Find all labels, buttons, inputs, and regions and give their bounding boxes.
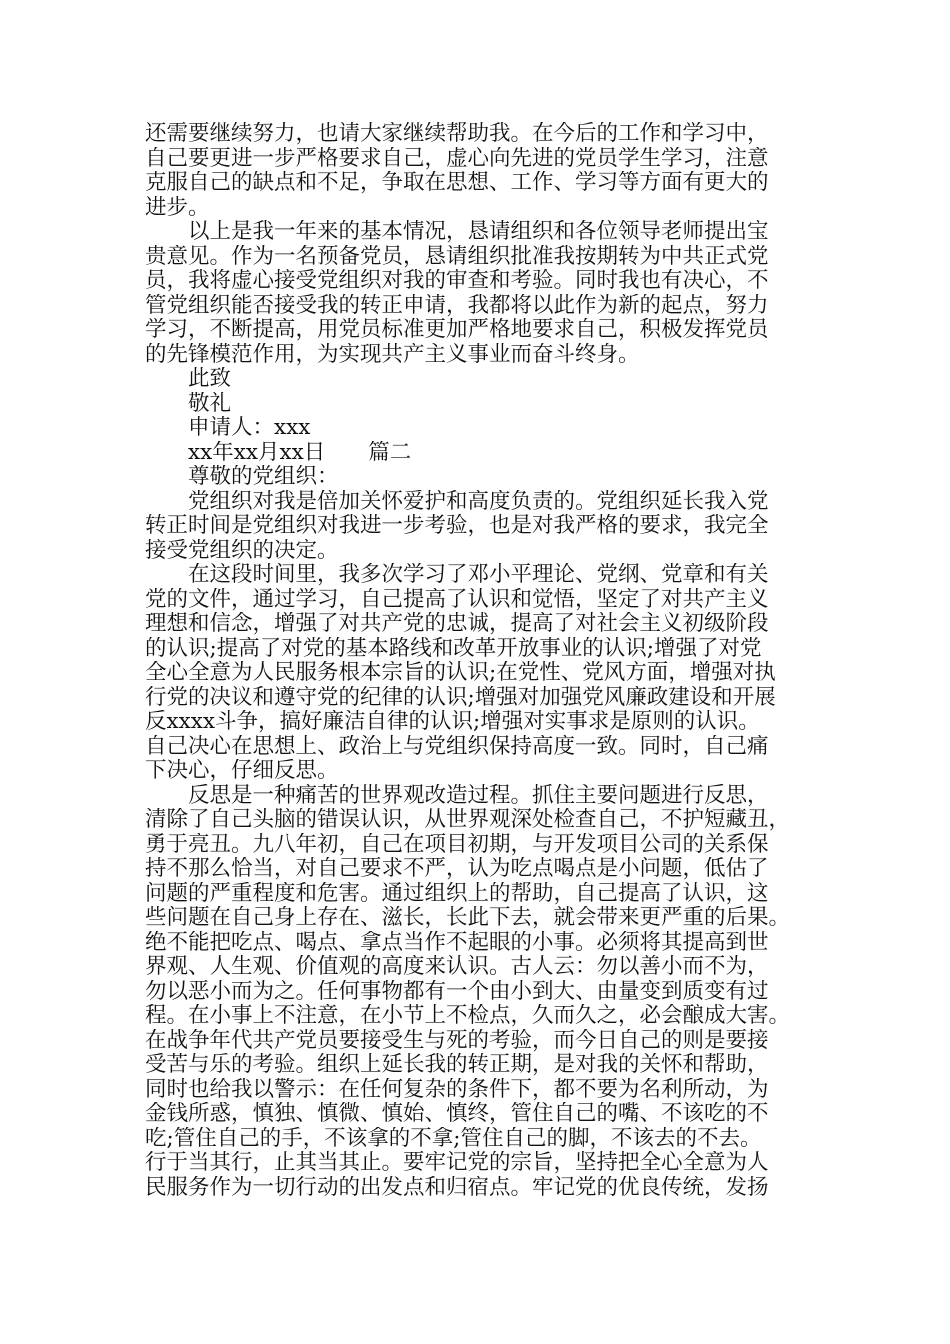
text-line: 行于当其行，止其当其止。要牢记党的宗旨，坚持把全心全意为人	[145, 1151, 769, 1175]
text-line: 管党组织能否接受我的转正申请，我都将以此作为新的起点，努力	[145, 293, 769, 318]
text-line: 在这段时间里，我多次学习了邓小平理论、党纲、党章和有关	[188, 563, 769, 587]
text-line: 还需要继续努力，也请大家继续帮助我。在今后的工作和学习中，	[145, 122, 769, 146]
text-line: 受苦与乐的考验。组织上延长我的转正期，是对我的关怀和帮助，	[145, 1053, 769, 1077]
text-line: 转正时间是党组织对我进一步考验，也是对我严格的要求，我完全	[145, 514, 769, 538]
document-page	[145, 122, 820, 1200]
text-line: 下决心，仔细反思。	[145, 759, 339, 783]
text-line: 行党的决议和遵守党的纪律的认识;增强对加强党风廉政建设和开展	[145, 685, 776, 710]
text-line: 勿以恶小而为之。任何事物都有一个由小到大、由量变到质变有过	[145, 979, 769, 1004]
text-line: 同时也给我以警示：在任何复杂的条件下，都不要为名利所动，为	[145, 1077, 769, 1102]
text-line: 自己要更进一步严格要求自己，虚心向先进的党员学生学习，注意	[145, 146, 769, 171]
text-line: 在战争年代共产党员要接受生与死的考验，而今日自己的则是要接	[145, 1028, 769, 1053]
text-line: 持不那么恰当，对自己要求不严，认为吃点喝点是小问题，低估了	[145, 857, 769, 881]
text-line: 的先锋模范作用，为实现共产主义事业而奋斗终身。	[145, 342, 640, 367]
text-line: 克服自己的缺点和不足，争取在思想、工作、学习等方面有更大的	[145, 171, 769, 195]
text-line: 问题的严重程度和危害。通过组织上的帮助，自己提高了认识，这	[145, 881, 769, 906]
text-line: 尊敬的党组织：	[188, 465, 339, 489]
text-line: 民服务作为一切行动的出发点和归宿点。牢记党的优良传统，发扬	[145, 1175, 769, 1200]
text-line: 党组织对我是倍加关怀爱护和高度负责的。党组织延长我入党	[188, 489, 769, 514]
text-line: 员，我将虚心接受党组织对我的审查和考验。同时我也有决心，不	[145, 269, 769, 293]
text-line: 贵意见。作为一名预备党员，恳请组织批准我按期转为中共正式党	[145, 244, 769, 269]
text-line: 吃;管住自己的手，不该拿的不拿;管住自己的脚，不该去的不去。	[145, 1126, 762, 1151]
text-line: 全心全意为人民服务根本宗旨的认识;在党性、党风方面，增强对执	[145, 661, 776, 685]
text-line: 反思是一种痛苦的世界观改造过程。抓住主要问题进行反思，	[188, 783, 769, 808]
text-line: 申请人：xxx	[188, 416, 311, 440]
text-line: 党的文件，通过学习，自己提高了认识和觉悟，坚定了对共产主义	[145, 587, 769, 612]
text-line: 进步。	[145, 195, 210, 220]
text-line: 反xxxx斗争，搞好廉洁自律的认识;增强对实事求是原则的认识。	[145, 710, 760, 734]
text-line: 些问题在自己身上存在、滋长，长此下去，就会带来更严重的后果。	[145, 906, 791, 930]
text-line: 绝不能把吃点、喝点、拿点当作不起眼的小事。必须将其提高到世	[145, 930, 769, 955]
text-line: 程。在小事上不注意，在小节上不检点，久而久之，必会酿成大害。	[145, 1004, 791, 1028]
text-line: 勇于亮丑。九八年初，自己在项目初期，与开发项目公司的关系保	[145, 832, 769, 857]
text-line: 理想和信念，增强了对共产党的忠诚，提高了对社会主义初级阶段	[145, 612, 769, 636]
text-line: 此致	[188, 367, 232, 391]
text-line: 自己决心在思想上、政治上与党组织保持高度一致。同时，自己痛	[145, 734, 769, 759]
text-line: 界观、人生观、价值观的高度来认识。古人云：勿以善小而不为，	[145, 955, 769, 979]
text-line: 敬礼	[188, 391, 232, 416]
text-line: 学习，不断提高，用党员标准更加严格地要求自己，积极发挥党员	[145, 318, 769, 342]
text-line: 以上是我一年来的基本情况，恳请组织和各位领导老师提出宝	[188, 220, 769, 244]
text-line: xx年xx月xx日 篇二	[188, 440, 412, 465]
text-line: 的认识;提高了对党的基本路线和改革开放事业的认识;增强了对党	[145, 636, 762, 661]
text-line: 清除了自己头脑的错误认识，从世界观深处检查自己，不护短藏丑，	[145, 808, 791, 832]
text-line: 金钱所惑，慎独、慎微、慎始、慎终，管住自己的嘴、不该吃的不	[145, 1102, 769, 1126]
text-line: 接受党组织的决定。	[145, 538, 339, 563]
